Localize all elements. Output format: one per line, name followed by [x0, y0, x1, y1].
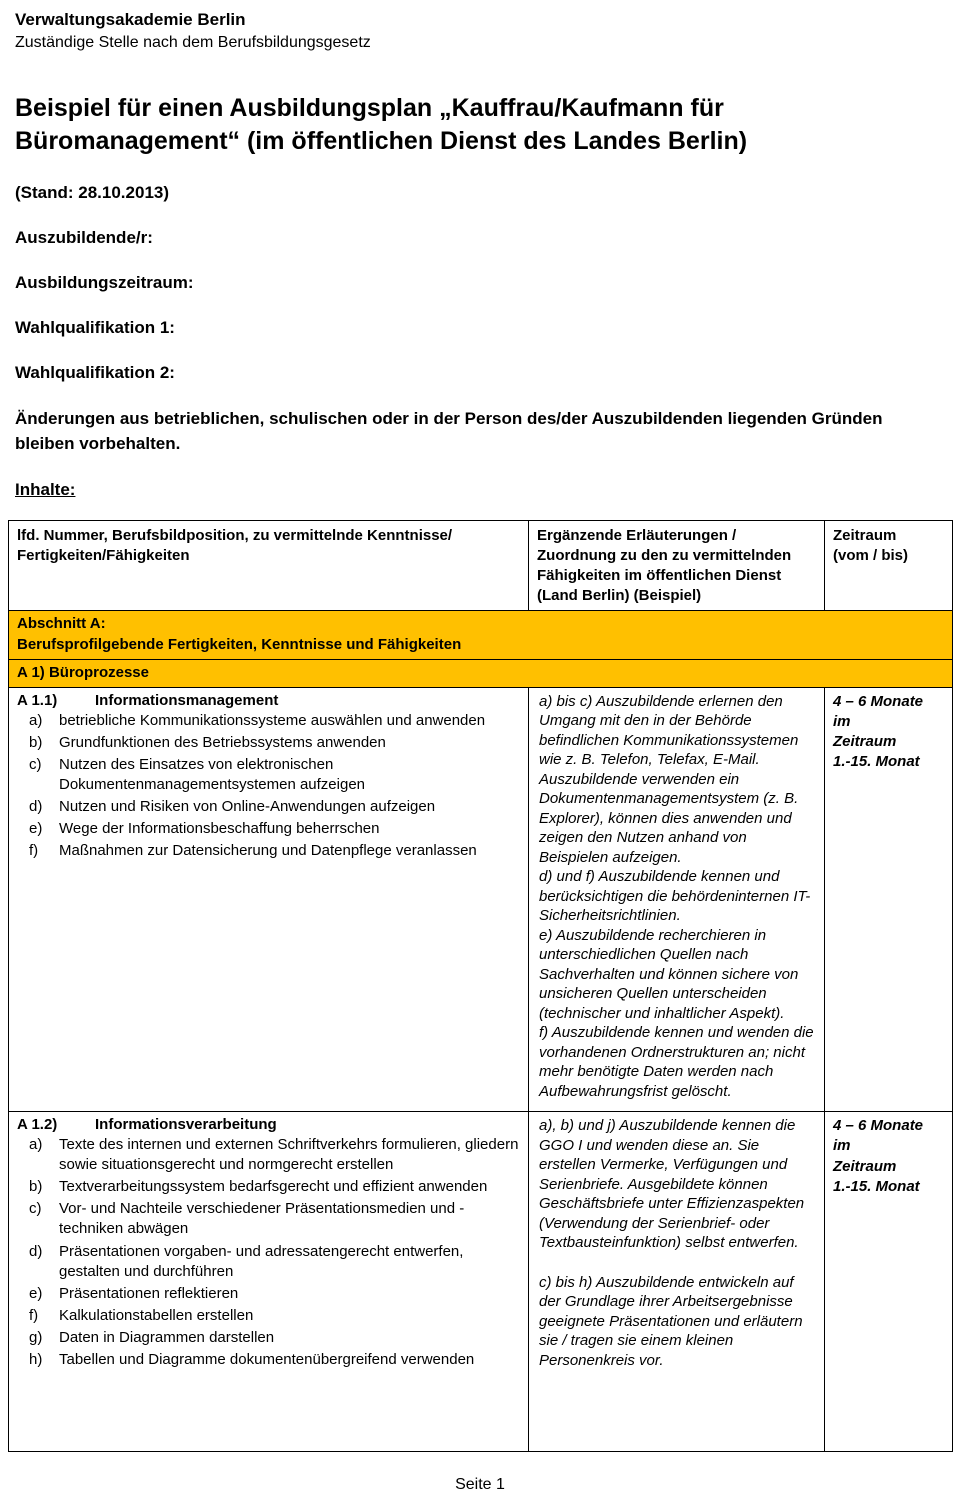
list-item	[17, 1284, 520, 1304]
field-ausbildungszeitraum: Ausbildungszeitraum:	[15, 273, 194, 292]
a12-heading-label: Informationsverarbeitung	[95, 1116, 277, 1134]
section-a-row	[9, 611, 953, 659]
item-text: Maßnahmen zur Datensicherung und Datenpflege veranlassen	[59, 842, 477, 860]
zeitraum-line: 1.-15. Monat	[833, 1177, 920, 1195]
a12-zeitraum-cell	[825, 1112, 953, 1452]
item-label: h)	[29, 1350, 43, 1368]
item-text: Wege der Informationsbeschaffung beherrschen	[59, 820, 380, 837]
org-subtitle: Zuständige Stelle nach dem Berufsbildungsgesetz	[15, 34, 371, 51]
item-text: Vor- und Nachteile verschiedener Präsentationsmedien und -techniken abwägen	[59, 1200, 465, 1238]
page-number: Seite 1	[455, 1476, 505, 1493]
item-label: b)	[29, 733, 43, 751]
explanation-paragraph: e) Auszubildende recherchieren in unterschiedlichen Quellen nach Sachverhalten und können sichere von unsicheren Quellen unterscheiden (technischer und inhaltlicher Aspekt).	[539, 926, 799, 1022]
list-item	[17, 1135, 520, 1175]
table-header-row	[9, 521, 953, 611]
table-row-a12	[9, 1112, 953, 1452]
note-text: Änderungen aus betrieblichen, schulischen oder in der Person des/der Auszubildenden liegenden Gründen bleiben vorbehalten.	[15, 409, 883, 453]
zeitraum-line: 4 – 6 Monate im	[833, 1117, 924, 1155]
item-label: e)	[29, 820, 43, 837]
list-item	[17, 819, 520, 839]
explanation-paragraph: f) Auszubildende kennen und wenden die vorhandenen Ordnerstrukturen an; nicht mehr benötigte Daten werden nach Aufbewahrungsfrist gelöscht.	[539, 1024, 814, 1100]
list-item	[17, 755, 520, 795]
item-label: e)	[29, 1284, 43, 1302]
item-text: Präsentationen vorgaben- und adressatengerecht entwerfen, gestalten und durchführen	[59, 1242, 464, 1280]
document-title: Beispiel für einen Ausbildungsplan „Kauffrau/Kaufmann für Büromanagement“ (im öffentlichen Dienst des Landes Berlin)	[15, 94, 748, 155]
a11-id: A 1.1)	[17, 691, 58, 709]
item-label: d)	[29, 797, 43, 815]
subsection-a1-row	[9, 659, 953, 687]
a11-position-cell	[9, 687, 529, 1112]
a11-zeitraum-cell	[825, 687, 953, 1112]
item-text: betriebliche Kommunikationssysteme auswählen und anwenden	[59, 711, 486, 729]
field-wahlqualifikation-2: Wahlqualifikation 2:	[15, 363, 175, 382]
zeitraum-line: 4 – 6 Monate im	[833, 692, 924, 730]
list-item	[17, 1242, 520, 1282]
item-text: Kalkulationstabellen erstellen	[59, 1306, 254, 1324]
item-label: f)	[29, 842, 39, 860]
item-label: f)	[29, 1306, 39, 1324]
header-zeitraum-line2: (vom / bis)	[833, 547, 909, 565]
a12-position-cell	[9, 1112, 529, 1452]
subsection-a1-cell: A 1) Büroprozesse	[9, 659, 953, 687]
item-text: Daten in Diagrammen darstellen	[59, 1328, 275, 1346]
item-label: g)	[29, 1328, 43, 1346]
a12-heading	[17, 1116, 520, 1133]
explanation-paragraph: a), b) und j) Auszubildende kennen die GGO I und wenden diese an. Sie erstellen Vermerke, Verfügungen und Serienbriefe. Ausgebildete können Geschäftsbriefe unter Effizienzaspekten (Verwendung der Serienbrief- oder Textbausteinfunktion) selbst entwerfen.	[539, 1117, 805, 1252]
list-item	[17, 1177, 520, 1197]
a11-explanation-cell	[529, 687, 825, 1112]
inhalte-heading: Inhalte:	[15, 480, 76, 500]
stand-date: (Stand: 28.10.2013)	[15, 183, 170, 202]
a11-heading	[17, 692, 520, 709]
item-text: Textverarbeitungssystem bedarfsgerecht und effizient anwenden	[59, 1178, 488, 1196]
item-label: a)	[29, 1136, 43, 1154]
list-item	[17, 1199, 520, 1239]
item-text: Präsentationen reflektieren	[59, 1284, 239, 1302]
table-row-a11	[9, 687, 953, 1112]
field-auszubildende: Auszubildende/r:	[15, 228, 153, 247]
section-a-cell	[9, 611, 953, 659]
list-item	[17, 841, 520, 861]
zeitraum-line: 1.-15. Monat	[833, 753, 920, 771]
a12-explanation-cell	[529, 1112, 825, 1452]
section-a-line2: Berufsprofilgebende Fertigkeiten, Kenntnisse und Fähigkeiten	[17, 636, 462, 654]
zeitraum-line: Zeitraum	[833, 733, 897, 751]
content-table	[8, 520, 953, 1452]
item-label: a)	[29, 711, 43, 729]
list-item	[17, 1328, 520, 1348]
item-text: Texte des internen und externen Schriftverkehrs formulieren, gliedern sowie situationsgerecht und normgerecht erstellen	[59, 1136, 519, 1174]
explanation-paragraph: a) bis c) Auszubildende erlernen den Umgang mit den in der Behörde befindlichen Kommunikationssystemen wie z. B. Telefon, Telefax, E-Mail. Auszubildende verwenden ein Dokumentenmanagementsystem (z. B. Explorer), können dies anwenden und zeigen den Nutzen anhand von Beispielen aufzeigen.	[539, 692, 799, 866]
header-col-zeitraum	[825, 521, 953, 611]
list-item	[17, 1306, 520, 1326]
explanation-paragraph: c) bis h) Auszubildende entwickeln auf der Grundlage ihrer Arbeitsergebnisse geeignete Präsentationen und erläutern sie / tragen sie einem kleinen Personenkreis vor.	[539, 1273, 803, 1369]
header-col-erlaeuterungen: Ergänzende Erläuterungen / Zuordnung zu den zu vermittelnden Fähigkeiten im öffentlichen Dienst (Land Berlin) (Beispiel)	[529, 521, 825, 611]
item-label: b)	[29, 1178, 43, 1196]
header-zeitraum-line1: Zeitraum	[833, 527, 897, 545]
item-label: c)	[29, 1200, 42, 1218]
list-item	[17, 733, 520, 753]
header-col-position: lfd. Nummer, Berufsbildposition, zu vermittelnde Kenntnisse/ Fertigkeiten/Fähigkeiten	[9, 521, 529, 611]
item-text: Nutzen des Einsatzes von elektronischen Dokumentenmanagementsystemen aufzeigen	[59, 755, 366, 793]
list-item	[17, 711, 520, 731]
list-item	[17, 1350, 520, 1370]
item-text: Tabellen und Diagramme dokumentenübergreifend verwenden	[59, 1350, 475, 1368]
field-wahlqualifikation-1: Wahlqualifikation 1:	[15, 318, 175, 337]
zeitraum-line: Zeitraum	[833, 1157, 897, 1175]
item-label: c)	[29, 755, 42, 773]
section-a-line1: Abschnitt A:	[17, 615, 106, 633]
item-text: Grundfunktionen des Betriebssystems anwenden	[59, 733, 386, 751]
item-label: d)	[29, 1242, 43, 1260]
item-text: Nutzen und Risiken von Online-Anwendungen aufzeigen	[59, 797, 436, 815]
org-name: Verwaltungsakademie Berlin	[15, 10, 246, 29]
explanation-paragraph: d) und f) Auszubildende kennen und berücksichtigen die behördeninternen IT-Sicherheitsrichtlinien.	[539, 868, 811, 925]
a12-id: A 1.2)	[17, 1116, 58, 1134]
a11-heading-label: Informationsmanagement	[95, 691, 279, 709]
list-item	[17, 797, 520, 817]
